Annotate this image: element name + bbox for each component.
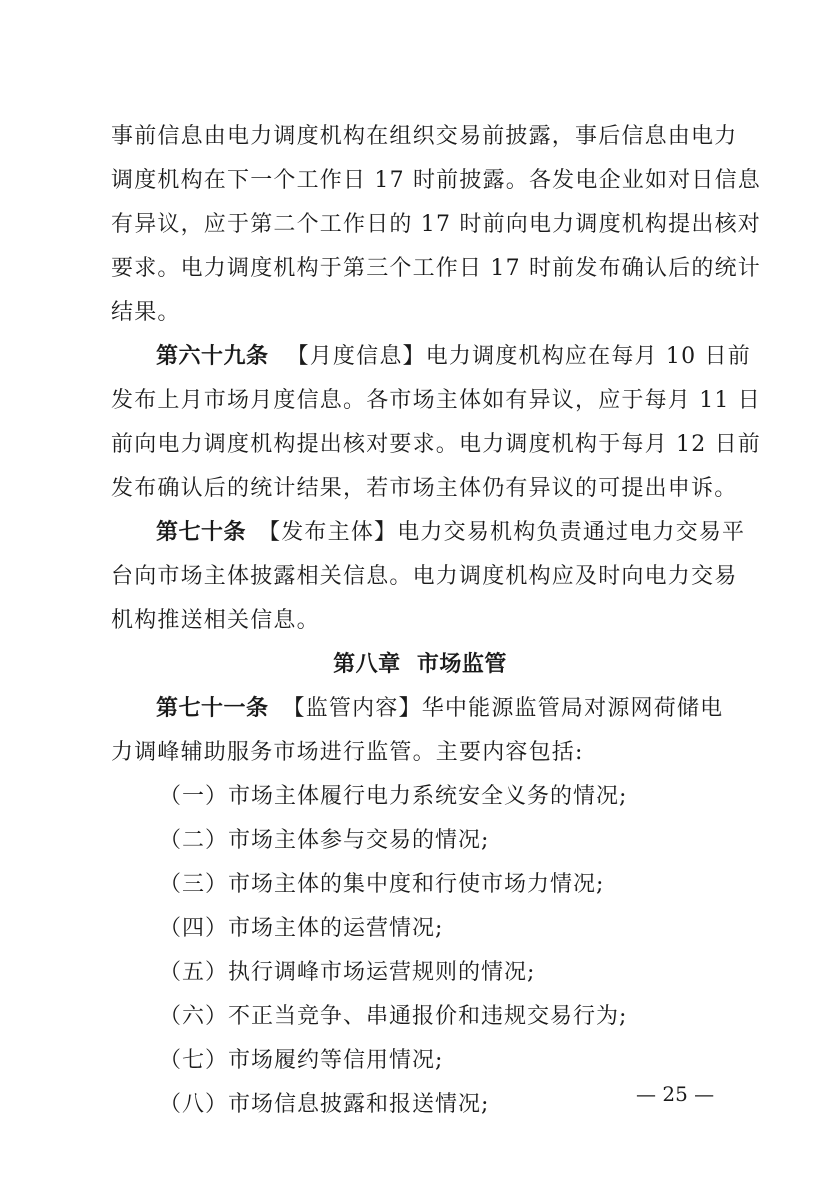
paragraph-line: 调度机构在下一个工作日 17 时前披露。各发电企业如对日信息 bbox=[111, 168, 761, 193]
article-69-first-line bbox=[111, 335, 751, 379]
paragraph-line: 事前信息由电力调度机构在组织交易前披露，事后信息由电力 bbox=[111, 124, 738, 149]
list-item: （五）执行调峰市场运营规则的情况; bbox=[159, 960, 536, 985]
article-70-text: 电力交易机构负责通过电力交易平 bbox=[397, 520, 746, 545]
paragraph-line: 有异议，应于第二个工作日的 17 时前向电力调度机构提出核对 bbox=[111, 212, 761, 237]
list-item: （六）不正当竞争、串通报价和违规交易行为; bbox=[159, 1004, 628, 1029]
list-item: （八）市场信息披露和报送情况; bbox=[159, 1092, 490, 1117]
article-71-heading: 第七十一条 bbox=[156, 696, 269, 721]
paragraph-line: 力调峰辅助服务市场进行监管。主要内容包括: bbox=[111, 740, 584, 765]
paragraph-line: 要求。电力调度机构于第三个工作日 17 时前发布确认后的统计 bbox=[111, 256, 761, 281]
article-70-first-line bbox=[111, 511, 746, 555]
paragraph-line: 发布确认后的统计结果，若市场主体仍有异议的可提出申诉。 bbox=[111, 476, 738, 501]
article-71-text: 华中能源监管局对源网荷储电 bbox=[421, 696, 724, 721]
list-item: （三）市场主体的集中度和行使市场力情况; bbox=[159, 872, 605, 897]
article-69-tag: 【月度信息】 bbox=[286, 344, 426, 369]
list-item: （七）市场履约等信用情况; bbox=[159, 1048, 444, 1073]
paragraph-line: 前向电力调度机构提出核对要求。电力调度机构于每月 12 日前 bbox=[111, 432, 761, 457]
paragraph-line: 结果。 bbox=[111, 300, 181, 325]
document-body bbox=[111, 115, 761, 1127]
list-item: （二）市场主体参与交易的情况; bbox=[159, 828, 490, 853]
article-70-tag: 【发布主体】 bbox=[258, 520, 398, 545]
article-71-tag: 【监管内容】 bbox=[282, 696, 422, 721]
chapter-title: 第八章 市场监管 bbox=[333, 652, 507, 677]
paragraph-line: 发布上月市场月度信息。各市场主体如有异议，应于每月 11 日 bbox=[111, 388, 761, 413]
article-70-heading: 第七十条 bbox=[156, 520, 247, 545]
page-number: — 25 — bbox=[636, 1082, 715, 1106]
list-item: （一）市场主体履行电力系统安全义务的情况; bbox=[159, 784, 628, 809]
article-69-text: 电力调度机构应在每月 10 日前 bbox=[425, 344, 751, 369]
list-item: （四）市场主体的运营情况; bbox=[159, 916, 444, 941]
paragraph-line: 台向市场主体披露相关信息。电力调度机构应及时向电力交易 bbox=[111, 564, 738, 589]
paragraph-line: 机构推送相关信息。 bbox=[111, 608, 320, 633]
article-71-first-line bbox=[111, 687, 729, 731]
article-69-heading: 第六十九条 bbox=[156, 344, 269, 369]
